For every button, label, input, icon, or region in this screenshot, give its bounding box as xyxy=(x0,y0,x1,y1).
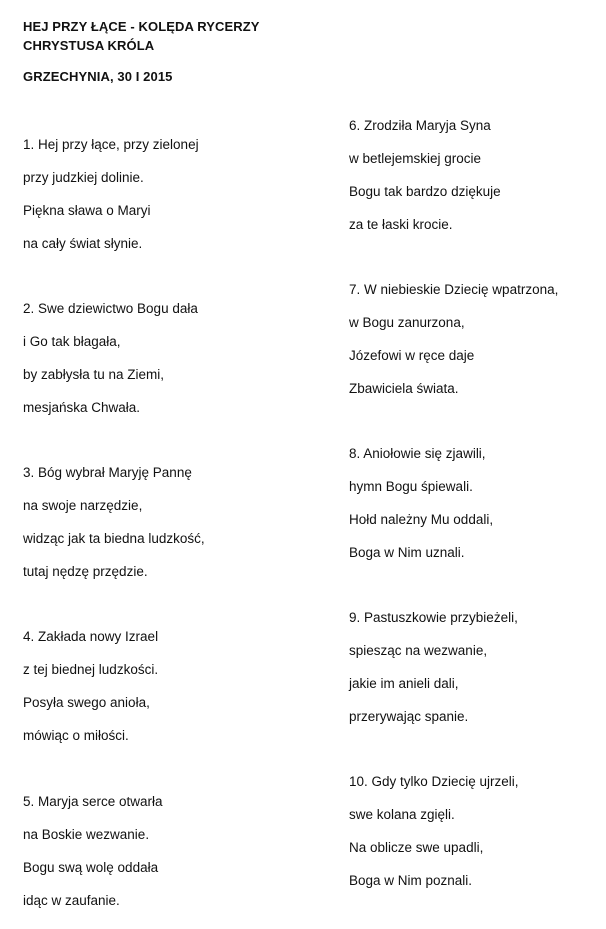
stanza-line: widząc jak ta biedna ludzkość, xyxy=(23,531,205,546)
title-line-2: CHRYSTUSA KRÓLA xyxy=(23,38,155,53)
stanza-10 xyxy=(349,765,519,897)
title-line-1: HEJ PRZY ŁĄCE - KOLĘDA RYCERZY xyxy=(23,19,260,34)
stanza-line: 8. Aniołowie się zjawili, xyxy=(349,446,486,461)
stanza-line: idąc w zaufanie. xyxy=(23,893,120,908)
stanza-line: Piękna sława o Maryi xyxy=(23,203,151,218)
stanza-line: przerywając spanie. xyxy=(349,709,469,724)
stanza-8 xyxy=(349,437,493,569)
stanza-line: Boga w Nim poznali. xyxy=(349,873,473,888)
stanza-2 xyxy=(23,292,198,424)
stanza-line: mówiąc o miłości. xyxy=(23,728,129,743)
stanza-line: Hołd należny Mu oddali, xyxy=(349,512,494,527)
stanza-line: 9. Pastuszkowie przybieżeli, xyxy=(349,610,518,625)
stanza-line: 5. Maryja serce otwarła xyxy=(23,794,163,809)
stanza-line: Józefowi w ręce daje xyxy=(349,348,475,363)
stanza-line: w Bogu zanurzona, xyxy=(349,315,465,330)
stanza-line: jakie im anieli dali, xyxy=(349,676,459,691)
stanza-line: na Boskie wezwanie. xyxy=(23,827,150,842)
stanza-line: tutaj nędzę przędzie. xyxy=(23,564,148,579)
stanza-line: Posyła swego anioła, xyxy=(23,695,150,710)
stanza-line: za te łaski krocie. xyxy=(349,217,453,232)
stanza-line: hymn Bogu śpiewali. xyxy=(349,479,473,494)
document-header xyxy=(23,17,260,86)
stanza-line: swe kolana zgięli. xyxy=(349,807,455,822)
stanza-line: Boga w Nim uznali. xyxy=(349,545,465,560)
stanza-1 xyxy=(23,128,199,260)
subtitle: GRZECHYNIA, 30 I 2015 xyxy=(23,69,173,84)
stanza-5 xyxy=(23,785,163,917)
stanza-line: 3. Bóg wybrał Maryję Pannę xyxy=(23,465,192,480)
stanza-line: z tej biednej ludzkości. xyxy=(23,662,159,677)
stanza-7 xyxy=(349,273,558,405)
stanza-line: Bogu tak bardzo dziękuje xyxy=(349,184,501,199)
stanza-line: Bogu swą wolę oddała xyxy=(23,860,159,875)
stanza-line: i Go tak błagała, xyxy=(23,334,121,349)
stanza-line: na swoje narzędzie, xyxy=(23,498,143,513)
stanza-line: mesjańska Chwała. xyxy=(23,400,141,415)
stanza-line: przy judzkiej dolinie. xyxy=(23,170,144,185)
stanza-line: 4. Zakłada nowy Izrael xyxy=(23,629,159,644)
stanza-6 xyxy=(349,109,501,241)
stanza-line: 6. Zrodziła Maryja Syna xyxy=(349,118,491,133)
stanza-line: Na oblicze swe upadli, xyxy=(349,840,484,855)
stanza-line: by zabłysła tu na Ziemi, xyxy=(23,367,165,382)
stanza-line: 10. Gdy tylko Dziecię ujrzeli, xyxy=(349,774,519,789)
stanza-9 xyxy=(349,601,518,733)
stanza-line: Zbawiciela świata. xyxy=(349,381,459,396)
stanza-line: 7. W niebieskie Dziecię wpatrzona, xyxy=(349,282,559,297)
stanza-3 xyxy=(23,456,205,588)
stanza-line: na cały świat słynie. xyxy=(23,236,143,251)
stanza-line: 2. Swe dziewictwo Bogu dała xyxy=(23,301,198,316)
stanza-line: w betlejemskiej grocie xyxy=(349,151,482,166)
stanza-line: 1. Hej przy łące, przy zielonej xyxy=(23,137,199,152)
stanza-4 xyxy=(23,620,158,752)
stanza-line: spiesząc na wezwanie, xyxy=(349,643,488,658)
